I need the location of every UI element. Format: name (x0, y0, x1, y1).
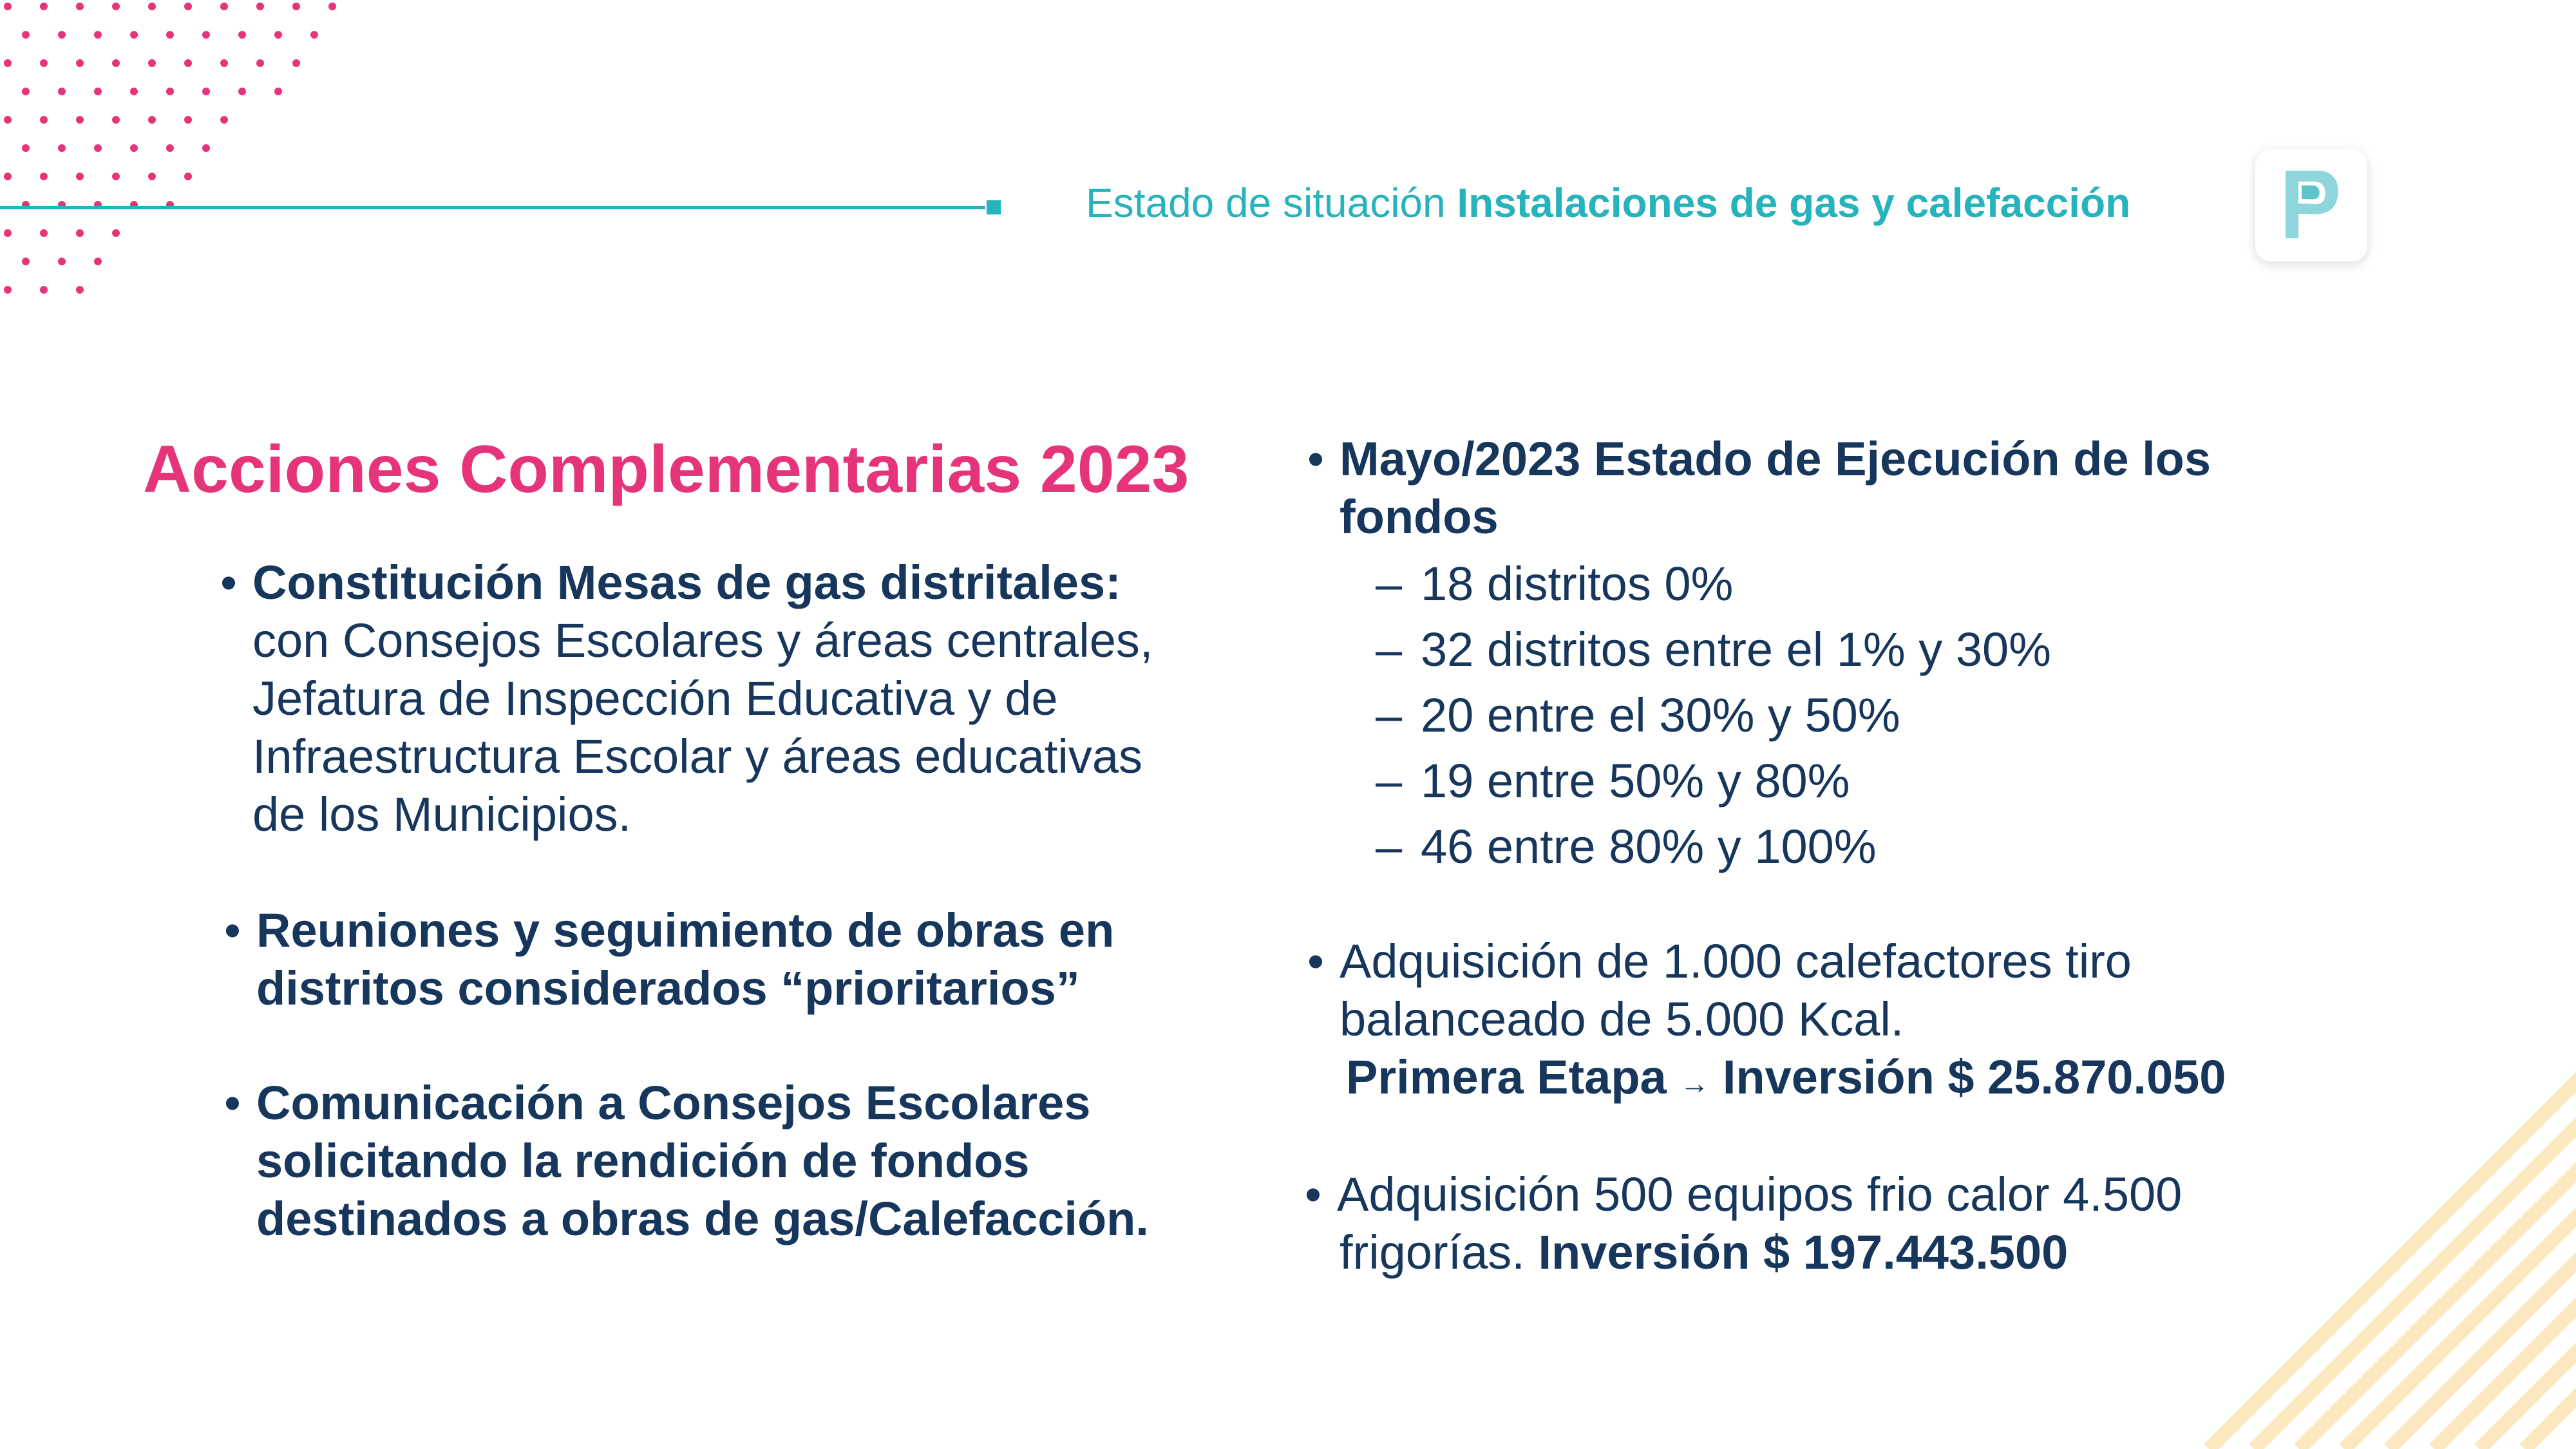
decor-dot (94, 144, 102, 152)
decor-dot (40, 59, 48, 67)
header-divider-line (0, 206, 985, 209)
decor-dot (292, 59, 300, 67)
decor-dot (58, 31, 66, 39)
decor-dot (22, 258, 30, 265)
bullet-dot: • (224, 904, 241, 957)
bullet-dot: • (1307, 934, 1324, 988)
bullet-line: con Consejos Escolares y áreas centrales, (252, 614, 1153, 667)
decor-dot (328, 3, 336, 10)
arrow-icon: → (1680, 1066, 1710, 1100)
bullet-line: balanceado de 5.000 Kcal. (1340, 992, 1904, 1046)
decor-dot (4, 3, 12, 10)
decor-dot (76, 3, 84, 10)
decor-dot (202, 88, 210, 95)
decor-dot (4, 116, 12, 124)
investment-line (1340, 1048, 2226, 1112)
dash-icon: – (1376, 820, 1403, 873)
sub-item (1376, 551, 2051, 617)
bullet-line: solicitando la rendición de fondos (256, 1134, 1030, 1188)
bullet-line: Adquisición 500 equipos frio calor 4.500 (1337, 1168, 2183, 1221)
decor-dot (148, 173, 156, 180)
decor-dot (130, 144, 138, 152)
bullet-line: Mayo/2023 Estado de Ejecución de los (1340, 432, 2211, 486)
decor-dot (40, 3, 48, 10)
inversion-amount: Inversión $ 25.870.050 (1722, 1050, 2226, 1104)
bullet-heading: Constitución Mesas de gas distritales: (252, 556, 1121, 609)
header-title-bold: Instalaciones de gas y calefacción (1457, 180, 2131, 226)
decor-dot (238, 31, 246, 39)
decor-dot (256, 59, 264, 67)
sub-item-text: 18 distritos 0% (1421, 557, 1734, 611)
decor-dot (220, 3, 228, 10)
decor-dot (220, 59, 228, 67)
decor-dot (58, 258, 66, 265)
decor-dot (184, 3, 192, 10)
decor-dot (256, 3, 264, 10)
decor-dot (94, 88, 102, 95)
bullet-mayo-2023 (1307, 430, 2211, 546)
decor-dot (40, 229, 48, 237)
sub-item (1376, 683, 2051, 748)
dash-icon: – (1376, 557, 1403, 611)
bullet-line (1337, 1224, 2182, 1282)
sub-item-text: 32 distritos entre el 1% y 30% (1421, 623, 2051, 676)
sub-item (1376, 748, 2051, 814)
decor-dot (274, 31, 282, 39)
bullet-adquisicion-equipos (1305, 1166, 2183, 1282)
decor-dot (112, 59, 120, 67)
etapa-label: Primera Etapa (1346, 1050, 1667, 1104)
decor-dot (184, 116, 192, 124)
sub-item-text: 19 entre 50% y 80% (1421, 754, 1850, 808)
bullet-line: Reuniones y seguimiento de obras en (256, 904, 1115, 957)
bullet-reuniones (224, 902, 1115, 1018)
bullet-dot: • (224, 1076, 241, 1130)
bullet-line: Adquisición de 1.000 calefactores tiro (1340, 934, 2132, 988)
decor-dot (40, 286, 48, 294)
bullet-line: Jefatura de Inspección Educativa y de (252, 672, 1058, 725)
decor-dot (148, 3, 156, 10)
decor-dot (292, 3, 300, 10)
decor-dot (184, 173, 192, 180)
bullet-line: destinados a obras de gas/Calefacción. (256, 1192, 1149, 1245)
bullet-line: distritos considerados “prioritarios” (256, 961, 1080, 1015)
decor-dot (22, 88, 30, 95)
bullet-dot: • (220, 556, 237, 609)
decor-dot (76, 173, 84, 180)
decor-dot (274, 88, 282, 95)
decor-dot (4, 173, 12, 180)
bullet-line: fondos (1340, 490, 1499, 544)
decor-dot (40, 173, 48, 180)
decor-dot (112, 173, 120, 180)
decor-stripe (2209, 1050, 2576, 1449)
sub-list (1376, 551, 2051, 880)
bullet-mesas-de-gas (220, 554, 1153, 844)
decor-dot (184, 59, 192, 67)
header-divider-square (987, 200, 1001, 214)
bullet-line: Infraestructura Escolar y áreas educativas (252, 730, 1142, 783)
dash-icon: – (1376, 623, 1403, 676)
decor-dot (130, 31, 138, 39)
sub-item (1376, 814, 2051, 880)
bullet-adquisicion-calefactores (1307, 933, 2226, 1112)
decor-dot (58, 88, 66, 95)
decor-dot (4, 286, 12, 294)
decor-dot (94, 31, 102, 39)
bullet-dot: • (1307, 432, 1324, 486)
dash-icon: – (1376, 688, 1403, 742)
decor-dot (166, 144, 174, 152)
dot-pattern-decoration (0, 0, 361, 322)
stripes-decoration (2190, 1050, 2576, 1449)
decor-dot (22, 144, 30, 152)
decor-dot (202, 31, 210, 39)
decor-dot (4, 59, 12, 67)
decor-dot (40, 116, 48, 124)
decor-dot (166, 31, 174, 39)
bullet-line: de los Municipios. (252, 788, 632, 841)
decor-dot (76, 229, 84, 237)
decor-dot (202, 144, 210, 152)
sub-item (1376, 617, 2051, 683)
sub-item-text: 46 entre 80% y 100% (1421, 820, 1877, 873)
decor-dot (58, 144, 66, 152)
dash-icon: – (1376, 754, 1403, 808)
decor-dot (112, 3, 120, 10)
province-logo-icon (2279, 167, 2344, 243)
decor-dot (112, 116, 120, 124)
bullet-comunicacion (224, 1074, 1149, 1248)
sub-item-text: 20 entre el 30% y 50% (1421, 688, 1900, 742)
province-logo (2255, 149, 2367, 261)
decor-dot (310, 31, 318, 39)
decor-dot (130, 88, 138, 95)
decor-dot (22, 31, 30, 39)
decor-dot (76, 286, 84, 294)
bullet-dot: • (1305, 1168, 1321, 1221)
decor-dot (4, 229, 12, 237)
bullet-line-text: frigorías. (1340, 1226, 1539, 1279)
decor-dot (238, 88, 246, 95)
decor-stripe (2434, 1179, 2576, 1449)
section-title: Acciones Complementarias 2023 (143, 432, 1189, 507)
bullet-line: Comunicación a Consejos Escolares (256, 1076, 1091, 1130)
decor-dot (94, 258, 102, 265)
decor-dot (76, 59, 84, 67)
decor-dot (148, 59, 156, 67)
decor-dot (220, 116, 228, 124)
decor-dot (148, 116, 156, 124)
decor-dot (76, 116, 84, 124)
decor-dot (166, 88, 174, 95)
header-title-light: Estado de situación (1086, 180, 1457, 226)
header-title (1086, 179, 2130, 227)
decor-dot (112, 229, 120, 237)
inversion-amount: Inversión $ 197.443.500 (1538, 1226, 2069, 1279)
